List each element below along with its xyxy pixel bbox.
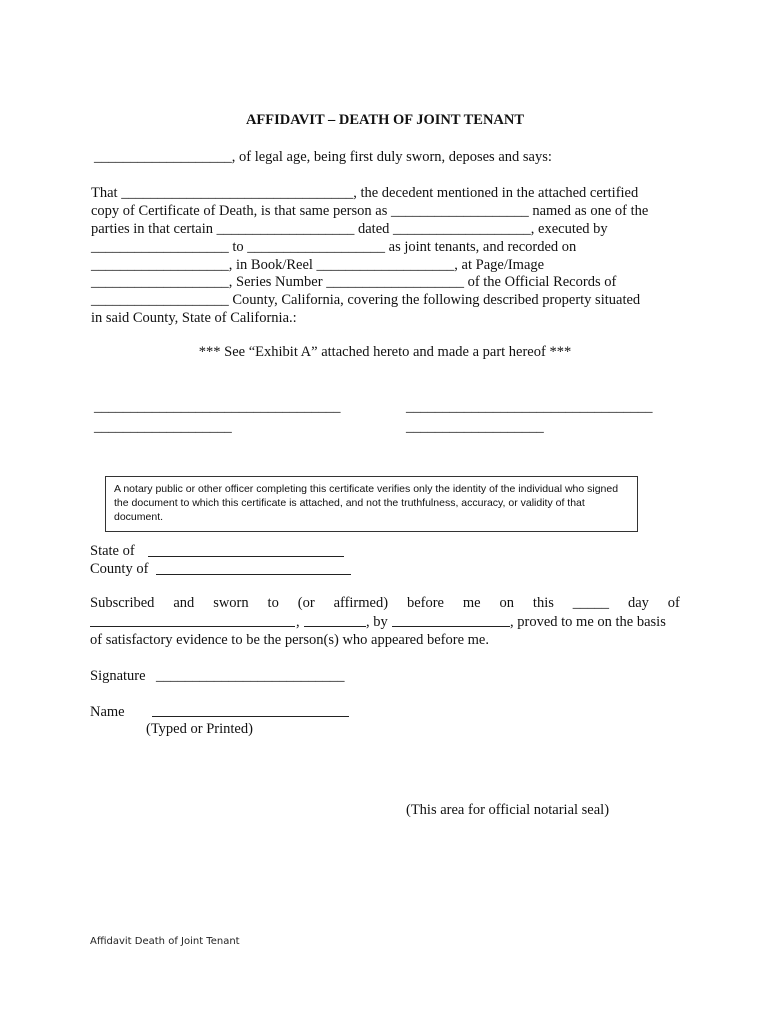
subscribed-line-3: of satisfactory evidence to be the person(s) who appeared before me. bbox=[90, 632, 489, 648]
by-name-blank bbox=[392, 626, 510, 627]
word: before bbox=[406, 595, 444, 611]
word: on bbox=[499, 595, 515, 611]
word: Subscribed bbox=[90, 595, 155, 611]
affiant-line: ___________________, of legal age, being first duly sworn, deposes and says: bbox=[94, 149, 552, 165]
exhibit-reference: *** See “Exhibit A” attached hereto and made a part hereof *** bbox=[198, 344, 572, 360]
word: and bbox=[173, 595, 195, 611]
word: to bbox=[267, 595, 279, 611]
word: sworn bbox=[213, 595, 249, 611]
word: of bbox=[667, 595, 680, 611]
word: day bbox=[627, 595, 649, 611]
name-label: Name bbox=[90, 704, 125, 720]
notarial-seal-area: (This area for official notarial seal) bbox=[406, 802, 610, 818]
paragraph-line: That ________________________________, the decedent mentioned in the attached certified bbox=[91, 185, 639, 201]
paragraph-line: ___________________, Series Number ___________________ of the Official Records of bbox=[91, 274, 617, 290]
word: affirmed) bbox=[333, 595, 389, 611]
state-blank bbox=[148, 556, 344, 557]
signature-line-right-2: ___________________ bbox=[406, 419, 544, 435]
signature-blank: __________________________ bbox=[156, 668, 345, 684]
comma: , bbox=[296, 614, 300, 630]
word: me bbox=[462, 595, 481, 611]
by-text: , by bbox=[366, 614, 388, 630]
county-label: County of bbox=[90, 561, 149, 577]
paragraph-line: ___________________, in Book/Reel ___________________, at Page/Image bbox=[91, 257, 545, 273]
day-blank: _____ bbox=[572, 595, 610, 611]
paragraph-line: ___________________ to ___________________ as joint tenants, and recorded on bbox=[91, 239, 577, 255]
document-title: AFFIDAVIT – DEATH OF JOINT TENANT bbox=[245, 112, 525, 128]
signature-line-right-1: __________________________________ bbox=[406, 399, 653, 415]
proved-text: , proved to me on the basis bbox=[510, 614, 666, 630]
paragraph-line: copy of Certificate of Death, is that same person as ___________________ named as one of the bbox=[91, 203, 649, 219]
typed-printed-label: (Typed or Printed) bbox=[146, 721, 253, 737]
notary-notice-box: A notary public or other officer completing this certificate verifies only the identity of the individual who signed the document to which this certificate is attached, and not the truthfulness, accuracy, or validity of that document. bbox=[105, 476, 638, 532]
paragraph-line: in said County, State of California.: bbox=[91, 310, 297, 326]
signature-line-left-2: ___________________ bbox=[94, 419, 232, 435]
signature-line-left-1: __________________________________ bbox=[94, 399, 341, 415]
year-blank bbox=[304, 626, 366, 627]
subscribed-line-1 bbox=[90, 595, 680, 612]
word: (or bbox=[297, 595, 315, 611]
state-label: State of bbox=[90, 543, 135, 559]
word: this bbox=[532, 595, 554, 611]
paragraph-line: ___________________ County, California, covering the following described property situated bbox=[91, 292, 641, 308]
signature-label: Signature bbox=[90, 668, 146, 684]
paragraph-line: parties in that certain ___________________ dated ___________________, executed by bbox=[91, 221, 608, 237]
name-blank bbox=[152, 716, 349, 717]
month-year-blank bbox=[90, 626, 295, 627]
page-footer: Affidavit Death of Joint Tenant bbox=[90, 936, 240, 947]
county-blank bbox=[156, 574, 351, 575]
